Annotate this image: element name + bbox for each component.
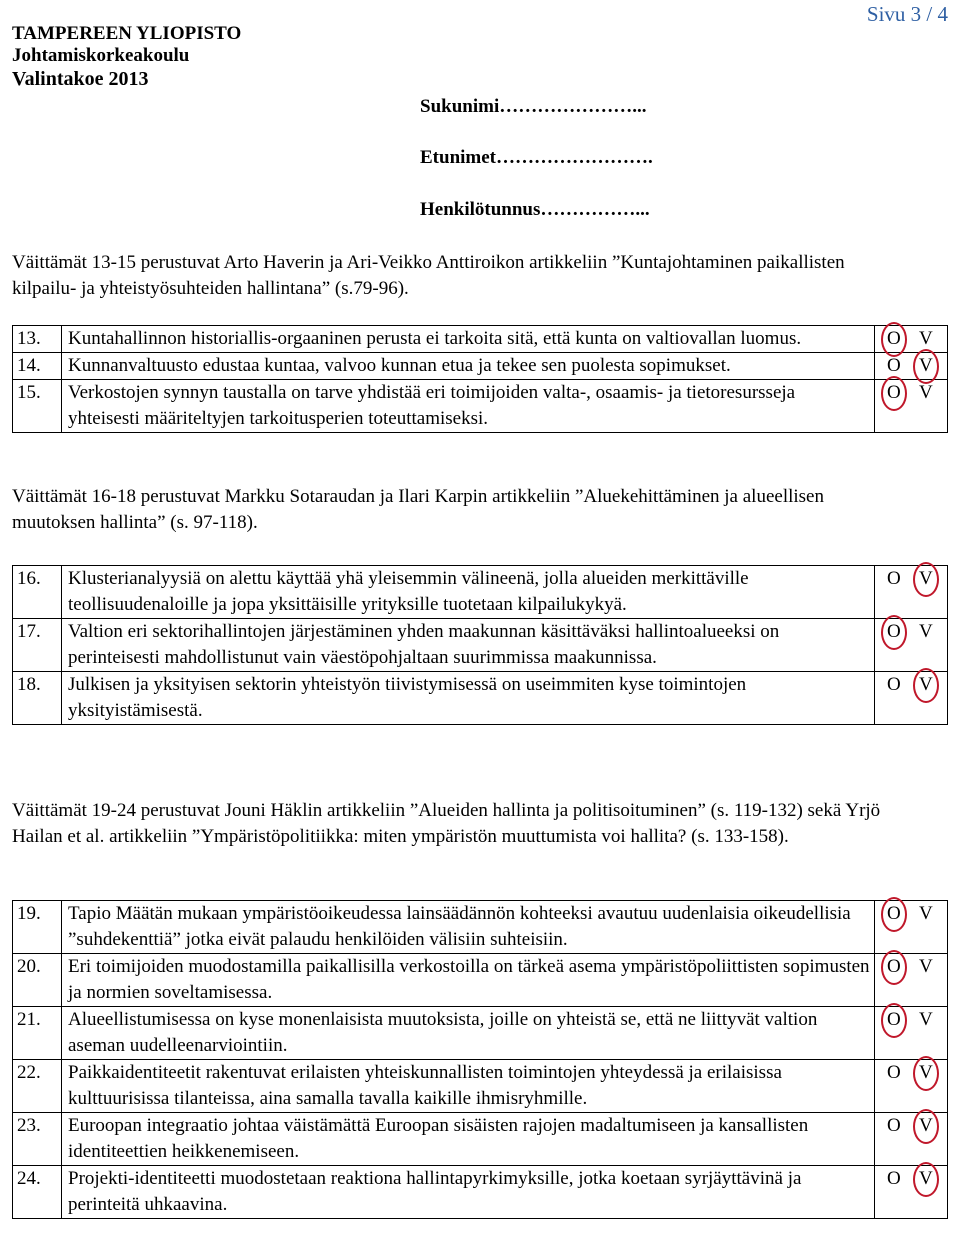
answer-option-false[interactable]: V xyxy=(919,328,933,349)
answer-option-true[interactable]: O xyxy=(887,903,901,924)
statement-row xyxy=(13,1113,948,1166)
statement-table xyxy=(12,325,948,433)
statement-table xyxy=(12,565,948,725)
answer-option-false[interactable]: V xyxy=(919,621,933,642)
answer-option-true[interactable]: O xyxy=(887,1115,901,1136)
answer-option-false[interactable]: V xyxy=(919,355,933,376)
answer-option-false[interactable]: V xyxy=(919,1062,933,1083)
statement-row xyxy=(13,954,948,1007)
surname-field[interactable]: Sukunimi…………………... xyxy=(420,96,647,117)
answer-cell xyxy=(875,353,948,380)
statement-number: 16. xyxy=(13,566,62,619)
answer-option-true[interactable]: O xyxy=(887,355,901,376)
answer-option-true[interactable]: O xyxy=(887,328,901,349)
statement-row xyxy=(13,380,948,433)
answer-option-false[interactable]: V xyxy=(919,1168,933,1189)
answer-cell xyxy=(875,1166,948,1219)
statement-text: Euroopan integraatio johtaa väistämättä Euroopan sisäisten rajojen madaltumiseen ja kansallisten identiteettien heikkenemiseen. xyxy=(62,1113,875,1166)
answer-option-false[interactable]: V xyxy=(919,568,933,589)
statement-row xyxy=(13,353,948,380)
statement-row xyxy=(13,672,948,725)
answer-option-true[interactable]: O xyxy=(887,956,901,977)
statement-number: 24. xyxy=(13,1166,62,1219)
answer-option-false[interactable]: V xyxy=(919,956,933,977)
statement-text: Projekti-identiteetti muodostetaan reaktiona hallintapyrkimyksille, jotka koetaan syrjäyttävinä ja perinteitä uhkaavina. xyxy=(62,1166,875,1219)
statement-number: 17. xyxy=(13,619,62,672)
statement-text: Paikkaidentiteetit rakentuvat erilaisten yhteiskunnallisten toimintojen yhteydessä ja erilaisissa kulttuurisissa tilanteissa, aina samalla tavalla kaikille ihmisryhmille. xyxy=(62,1060,875,1113)
answer-option-false[interactable]: V xyxy=(919,1115,933,1136)
statement-text: Eri toimijoiden muodostamilla paikallisilla verkostoilla on tärkeä asema ympäristöpoliittisten sopimusten ja normien soveltamisessa. xyxy=(62,954,875,1007)
answer-option-true[interactable]: O xyxy=(887,1062,901,1083)
section-intro: Väittämät 16-18 perustuvat Markku Sotaraudan ja Ilari Karpin artikkeliin ”Aluekehittäminen ja alueellisen muutoksen hallinta” (s. 97-118). xyxy=(12,486,824,533)
statement-row xyxy=(13,619,948,672)
answer-cell xyxy=(875,1060,948,1113)
statement-text: Kuntahallinnon historiallis-orgaaninen perusta ei tarkoita sitä, että kunta on valtiovallan luomus. xyxy=(62,326,875,353)
answer-option-true[interactable]: O xyxy=(887,674,901,695)
statement-row xyxy=(13,566,948,619)
answer-option-true[interactable]: O xyxy=(887,1168,901,1189)
statement-number: 21. xyxy=(13,1007,62,1060)
statement-row xyxy=(13,1166,948,1219)
statement-text: Valtion eri sektorihallintojen järjestäminen yhden maakunnan käsittäväksi hallintoalueeksi on perinteisesti mahdollistunut vain väestöpohjaltaan suurimmissa maakunnissa. xyxy=(62,619,875,672)
answer-cell xyxy=(875,1113,948,1166)
exam-title: Valintakoe 2013 xyxy=(12,68,149,90)
statement-number: 14. xyxy=(13,353,62,380)
statement-number: 22. xyxy=(13,1060,62,1113)
answer-cell xyxy=(875,1007,948,1060)
answer-option-true[interactable]: O xyxy=(887,382,901,403)
first-names-field[interactable]: Etunimet……………………. xyxy=(420,147,653,168)
statement-number: 13. xyxy=(13,326,62,353)
statement-table xyxy=(12,900,948,1219)
statement-row xyxy=(13,901,948,954)
statement-text: Tapio Määtän mukaan ympäristöoikeudessa lainsäädännön kohteeksi avautuu uudenlaisia oikeudellisia ”suhdekenttiä” jotka eivät palaudu henkilöiden välisiin suhteisiin. xyxy=(62,901,875,954)
statement-row xyxy=(13,1007,948,1060)
answer-cell xyxy=(875,326,948,353)
answer-option-true[interactable]: O xyxy=(887,621,901,642)
statement-number: 15. xyxy=(13,380,62,433)
statement-text: Verkostojen synnyn taustalla on tarve yhdistää eri toimijoiden valta-, osaamis- ja tietoresursseja yhteisesti määriteltyjen tarkoitusperien toteuttamiseksi. xyxy=(62,380,875,433)
answer-cell xyxy=(875,380,948,433)
answer-option-true[interactable]: O xyxy=(887,1009,901,1030)
statement-number: 19. xyxy=(13,901,62,954)
answer-option-false[interactable]: V xyxy=(919,1009,933,1030)
statement-row xyxy=(13,326,948,353)
answer-option-true[interactable]: O xyxy=(887,568,901,589)
statement-text: Kunnanvaltuusto edustaa kuntaa, valvoo kunnan etua ja tekee sen puolesta sopimukset. xyxy=(62,353,875,380)
statement-row xyxy=(13,1060,948,1113)
page-number: Sivu 3 / 4 xyxy=(866,2,948,26)
answer-cell xyxy=(875,901,948,954)
statement-text: Julkisen ja yksityisen sektorin yhteistyön tiivistymisessä on useimmiten kyse toimintojen yksityistämisestä. xyxy=(62,672,875,725)
statement-number: 23. xyxy=(13,1113,62,1166)
school-name: Johtamiskorkeakoulu xyxy=(12,45,190,66)
statement-text: Alueellistumisessa on kyse monenlaisista muutoksista, joille on yhteistä se, että ne liittyvät valtion aseman uudelleenarviointiin. xyxy=(62,1007,875,1060)
university-name: TAMPEREEN YLIOPISTO xyxy=(12,23,242,44)
answer-cell xyxy=(875,619,948,672)
answer-cell xyxy=(875,672,948,725)
answer-option-false[interactable]: V xyxy=(919,382,933,403)
section-intro: Väittämät 13-15 perustuvat Arto Haverin ja Ari-Veikko Anttiroikon artikkeliin ”Kuntajohtaminen paikallisten kilpailu- ja yhteistyösuhteiden hallintana” (s.79-96). xyxy=(12,252,845,299)
answer-option-false[interactable]: V xyxy=(919,674,933,695)
statement-number: 20. xyxy=(13,954,62,1007)
answer-option-false[interactable]: V xyxy=(919,903,933,924)
statement-text: Klusterianalyysiä on alettu käyttää yhä yleisemmin välineenä, jolla alueiden merkittäville teollisuudenaloille ja jopa yksittäisille yrityksille tuotetaan kilpailukykyä. xyxy=(62,566,875,619)
answer-cell xyxy=(875,954,948,1007)
id-number-field[interactable]: Henkilötunnus……………... xyxy=(420,199,650,220)
statement-number: 18. xyxy=(13,672,62,725)
answer-cell xyxy=(875,566,948,619)
section-intro: Väittämät 19-24 perustuvat Jouni Häklin artikkeliin ”Alueiden hallinta ja politisoituminen” (s. 119-132) sekä Yrjö Hailan et al. artikkeliin ”Ympäristöpolitiikka: miten ympäristön muuttumista voi hallita? (s. 133-158). xyxy=(12,800,881,847)
